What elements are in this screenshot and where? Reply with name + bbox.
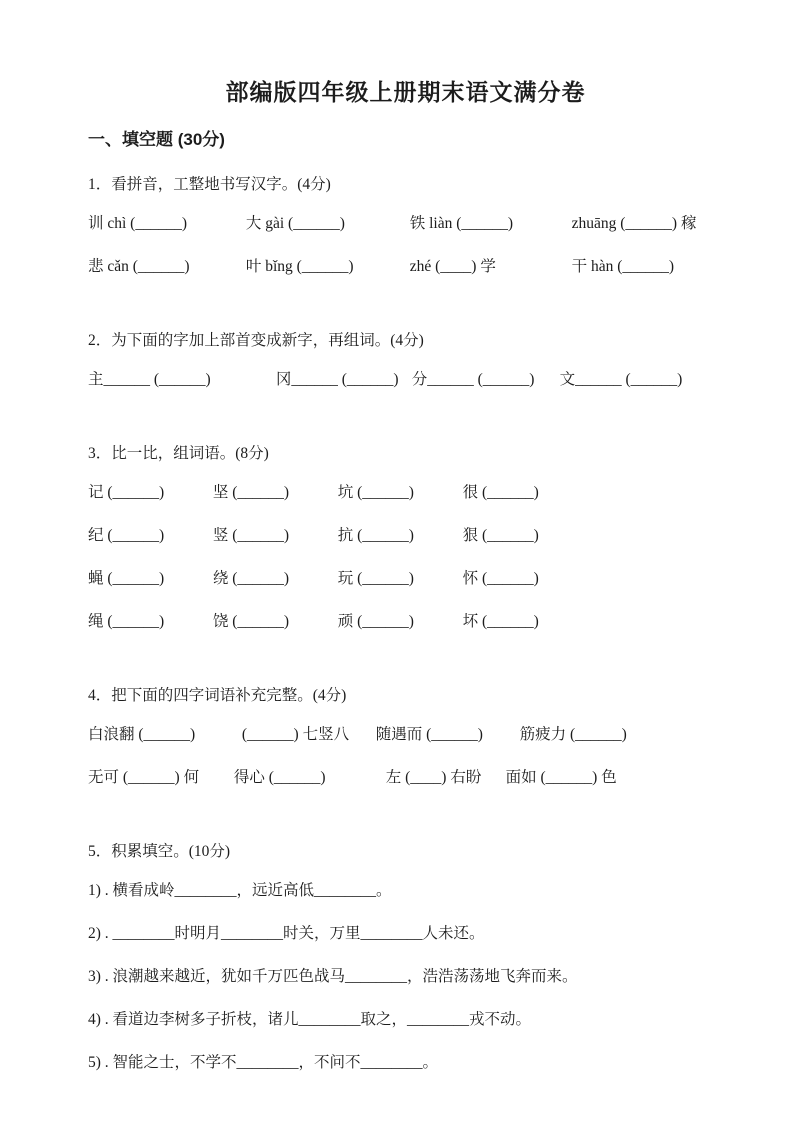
compare-word-item: 饶 (______) bbox=[212, 613, 290, 630]
idiom-blank-item: 白浪翻 (______) bbox=[88, 726, 196, 743]
question-2 bbox=[88, 330, 723, 390]
radical-blank-item: 文______ (______) bbox=[559, 371, 683, 388]
pinyin-blank-item: 大 gài (______) bbox=[245, 215, 345, 232]
compare-word-item: 记 (______) bbox=[88, 484, 165, 501]
pinyin-blank-item: 铁 liàn (______) bbox=[409, 215, 514, 232]
pinyin-blank-item: 叶 bǐng (______) bbox=[245, 258, 354, 275]
page-title: 部编版四年级上册期末语文满分卷 bbox=[225, 79, 586, 105]
idiom-blank-item: 随遇而 (______) bbox=[375, 726, 483, 743]
pinyin-blank-item: 悲 cǎn (______) bbox=[88, 258, 190, 275]
radical-blank-item: 冈______ (______) bbox=[275, 371, 399, 388]
idiom-blank-item: 左 (____) 右盼 bbox=[385, 769, 482, 786]
compare-word-item: 狠 (______) bbox=[462, 527, 539, 544]
radical-blank-item: 主______ (______) bbox=[88, 371, 211, 388]
question-4-prompt: 4．把下面的四字词语补充完整。(4分) bbox=[88, 687, 347, 704]
question-1-row-1 bbox=[88, 213, 723, 234]
compare-word-item: 坚 (______) bbox=[212, 484, 290, 501]
idiom-blank-item: (______) 七竖八 bbox=[241, 726, 350, 743]
question-5-prompt: 5．积累填空。(10分) bbox=[88, 843, 231, 860]
idiom-blank-item: 无可 (______) 何 bbox=[88, 769, 200, 786]
compare-word-item: 蝇 (______) bbox=[88, 570, 165, 587]
pinyin-blank-item: 干 hàn (______) bbox=[571, 258, 675, 275]
q5-item-2: 2) . ________时明月________时关，万里________人未还。 bbox=[88, 925, 485, 942]
question-1 bbox=[88, 174, 723, 277]
compare-word-item: 很 (______) bbox=[462, 484, 539, 501]
compare-word-item: 抗 (______) bbox=[337, 527, 414, 544]
question-3 bbox=[88, 443, 723, 632]
compare-word-item: 玩 (______) bbox=[337, 570, 414, 587]
question-1-prompt: 1．看拼音，工整地书写汉字。(4分) bbox=[88, 176, 331, 193]
question-3-prompt: 3．比一比，组词语。(8分) bbox=[88, 445, 269, 462]
question-4-row-1 bbox=[88, 724, 723, 745]
question-4-row-2 bbox=[88, 767, 723, 788]
idiom-blank-item: 得心 (______) bbox=[233, 769, 326, 786]
pinyin-blank-item: 训 chì (______) bbox=[88, 215, 188, 232]
compare-word-item: 纪 (______) bbox=[88, 527, 165, 544]
compare-word-item: 坑 (______) bbox=[337, 484, 414, 501]
q5-item-1: 1) . 横看成岭________，远近高低________。 bbox=[88, 882, 392, 899]
compare-word-item: 坏 (______) bbox=[462, 613, 539, 630]
compare-word-item: 顽 (______) bbox=[337, 613, 414, 630]
question-2-prompt: 2．为下面的字加上部首变成新字，再组词。(4分) bbox=[88, 332, 424, 349]
question-3-row-4 bbox=[88, 611, 723, 632]
question-2-row-1 bbox=[88, 369, 723, 390]
radical-blank-item: 分______ (______) bbox=[411, 371, 535, 388]
idiom-blank-item: 面如 (______) 色 bbox=[505, 769, 617, 786]
q5-item-3: 3) . 浪潮越来越近，犹如千万匹色战马________，浩浩荡荡地飞奔而来。 bbox=[88, 968, 578, 985]
question-3-row-3 bbox=[88, 568, 723, 589]
question-1-row-2 bbox=[88, 256, 723, 277]
q5-item-4: 4) . 看道边李树多子折枝，诸儿________取之，________戎不动。 bbox=[88, 1011, 532, 1028]
compare-word-item: 竖 (______) bbox=[212, 527, 290, 544]
pinyin-blank-item: zhé (____) 学 bbox=[409, 258, 496, 275]
question-4 bbox=[88, 685, 723, 788]
compare-word-item: 怀 (______) bbox=[462, 570, 539, 587]
question-3-row-1 bbox=[88, 482, 723, 503]
compare-word-item: 绕 (______) bbox=[212, 570, 290, 587]
idiom-blank-item: 筋疲力 (______) bbox=[519, 726, 627, 743]
question-3-row-2 bbox=[88, 525, 723, 546]
question-5 bbox=[88, 841, 723, 1073]
section-one-heading: 一、填空题 (30分) bbox=[88, 130, 225, 149]
q5-item-5: 5) . 智能之士，不学不________，不问不________。 bbox=[88, 1054, 439, 1071]
pinyin-blank-item: zhuāng (______) 稼 bbox=[571, 215, 697, 232]
compare-word-item: 绳 (______) bbox=[88, 613, 165, 630]
